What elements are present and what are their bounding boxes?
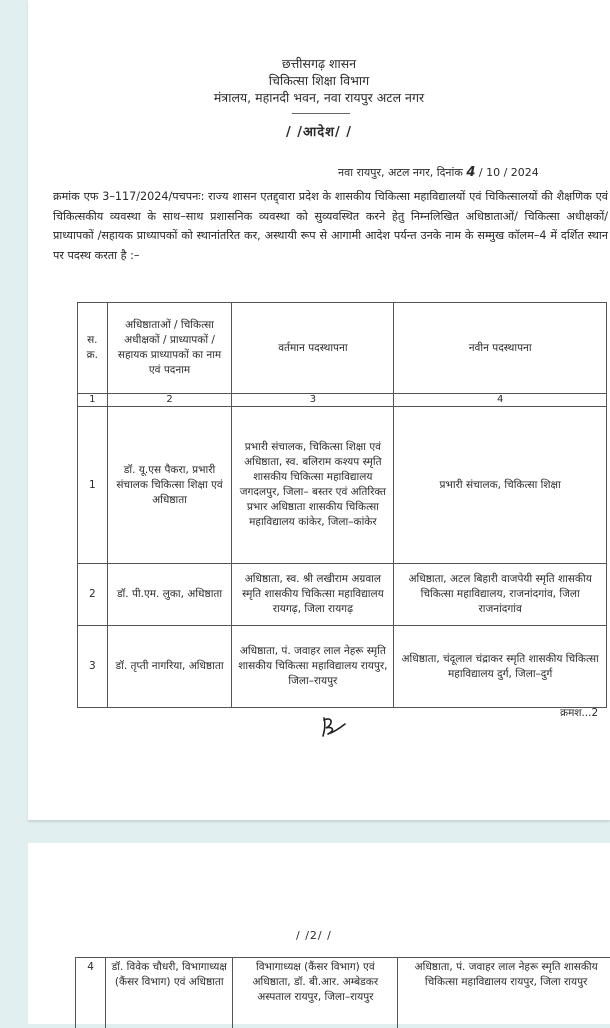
- table-header-row: [78, 303, 607, 394]
- document-page-2: [28, 843, 610, 1024]
- order-body-text: क्रमांक एफ 3–117/2024/पचपनः: राज्य शासन एतद्द्वारा प्रदेश के शासकीय चिकित्सा महाविद्यालयों एवं चिकित्सालयों की शैक्षणिक एवं चिकित्सकीय व्यवस्था के साथ–साथ प्रशासनिक व्यवस्था को सुव्यवस्थित करने हेतु निम्नलिखित अधिष्ठाताओं/ चिकित्सा अधीक्षकों/ प्राध्यापकों /सहायक प्राध्यापकों को स्थानांतरित कर, अस्थायी रूप से आगामी आदेश पर्यन्त उनके नाम के सम्मुख कॉलम–4 में दर्शित स्थान पर पदस्थ करता है :–: [53, 187, 608, 265]
- transfer-table-continued: [75, 957, 610, 1028]
- office-address: मंत्रालय, महानदी भवन, नवा रायपुर अटल नगर: [28, 89, 610, 106]
- cell-new-posting: अधिष्ठाता, अटल बिहारी वाजपेयी स्मृति शासकीय चिकित्सा महाविद्यालय, राजनांदगांव, जिला राजनांदगांव: [394, 564, 607, 626]
- table-row: [76, 958, 610, 1028]
- cell-new-posting: प्रभारी संचालक, चिकित्सा शिक्षा: [394, 407, 607, 564]
- cell-name: डॉ. विवेक चौधरी, विभागाध्यक्ष (कैंसर विभाग) एवं अधिष्ठाता: [106, 958, 233, 1028]
- cell-serial: 3: [78, 626, 108, 708]
- cell-new-posting: अधिष्ठाता, चंदूलाल चंद्राकर स्मृति शासकीय चिकित्सा महाविद्यालय दुर्ग, जिला–दुर्ग: [394, 626, 607, 708]
- govt-name: छत्तीसगढ़ शासन: [28, 55, 610, 72]
- document-page-1: [28, 0, 610, 820]
- dateline-month-year: / 10 / 2024: [479, 166, 539, 179]
- column-number: 4: [394, 394, 607, 407]
- cell-serial: 4: [76, 958, 106, 1028]
- cell-current-posting: अधिष्ठाता, पं. जवाहर लाल नेहरू स्मृति शासकीय चिकित्सा महाविद्यालय रायपुर, जिला–रायपुर: [232, 626, 394, 708]
- header-current-posting: वर्तमान पदस्थापना: [232, 303, 394, 394]
- dateline-day: 4: [466, 165, 475, 180]
- cell-serial: 1: [78, 407, 108, 564]
- header-divider: [292, 113, 350, 114]
- table-row: [78, 626, 607, 708]
- cell-serial: 2: [78, 564, 108, 626]
- column-number: 2: [107, 394, 232, 407]
- signature-icon: [318, 712, 348, 740]
- cell-current-posting: अधिष्ठाता, स्व. श्री लखीराम अग्रवाल स्मृति शासकीय चिकित्सा महाविद्यालय रायगढ़, जिला रायगढ़: [232, 564, 394, 626]
- page-number: / /2/ /: [296, 929, 332, 942]
- transfer-table: [77, 302, 607, 708]
- cell-name: डॉ. पी.एम. लुका, अधिष्ठाता: [107, 564, 232, 626]
- table-row: [78, 407, 607, 564]
- cell-name: डॉ. यू.एस पैकरा, प्रभारी संचालक चिकित्सा शिक्षा एवं अधिष्ठाता: [107, 407, 232, 564]
- order-title: / /आदेश/ /: [28, 122, 610, 140]
- cell-name: डॉ. तृप्ती नागरिया, अधिष्ठाता: [107, 626, 232, 708]
- continued-note: क्रमश...2: [560, 706, 598, 720]
- header-name-designation: अधिष्ठाताओं / चिकित्सा अधीक्षकों / प्राध्यापकों / सहायक प्राध्यापकों का नाम एवं पदनाम: [107, 303, 232, 394]
- cell-current-posting: प्रभारी संचालक, चिकित्सा शिक्षा एवं अधिष्ठाता, स्व. बलिराम कश्यप स्मृति शासकीय चिकित्सा महाविद्यालय जगदलपुर, जिला– बस्तर एवं अतिरिक्त प्रभार अधिष्ठाता शासकीय चिकित्सा महाविद्यालय कांकेर, जिला–कांकेर: [232, 407, 394, 564]
- cell-current-posting: विभागाध्यक्ष (कैंसर विभाग) एवं अधिष्ठाता, डॉ. बी.आर. अम्बेडकर अस्पताल रायपुर, जिला–रायपुर: [233, 958, 398, 1028]
- dateline-place: नवा रायपुर, अटल नगर, दिनांक: [338, 166, 463, 179]
- header-new-posting: नवीन पदस्थापना: [394, 303, 607, 394]
- table-row: [78, 564, 607, 626]
- header-serial: स. क्र.: [78, 303, 108, 394]
- column-number-row: [78, 394, 607, 407]
- column-number: 1: [78, 394, 108, 407]
- cell-new-posting: अधिष्ठाता, पं. जवाहर लाल नेहरू स्मृति शासकीय चिकित्सा महाविद्यालय रायपुर, जिला रायपुर: [398, 958, 610, 1028]
- department-name: चिकित्सा शिक्षा विभाग: [28, 72, 610, 89]
- dateline: [338, 165, 539, 180]
- column-number: 3: [232, 394, 394, 407]
